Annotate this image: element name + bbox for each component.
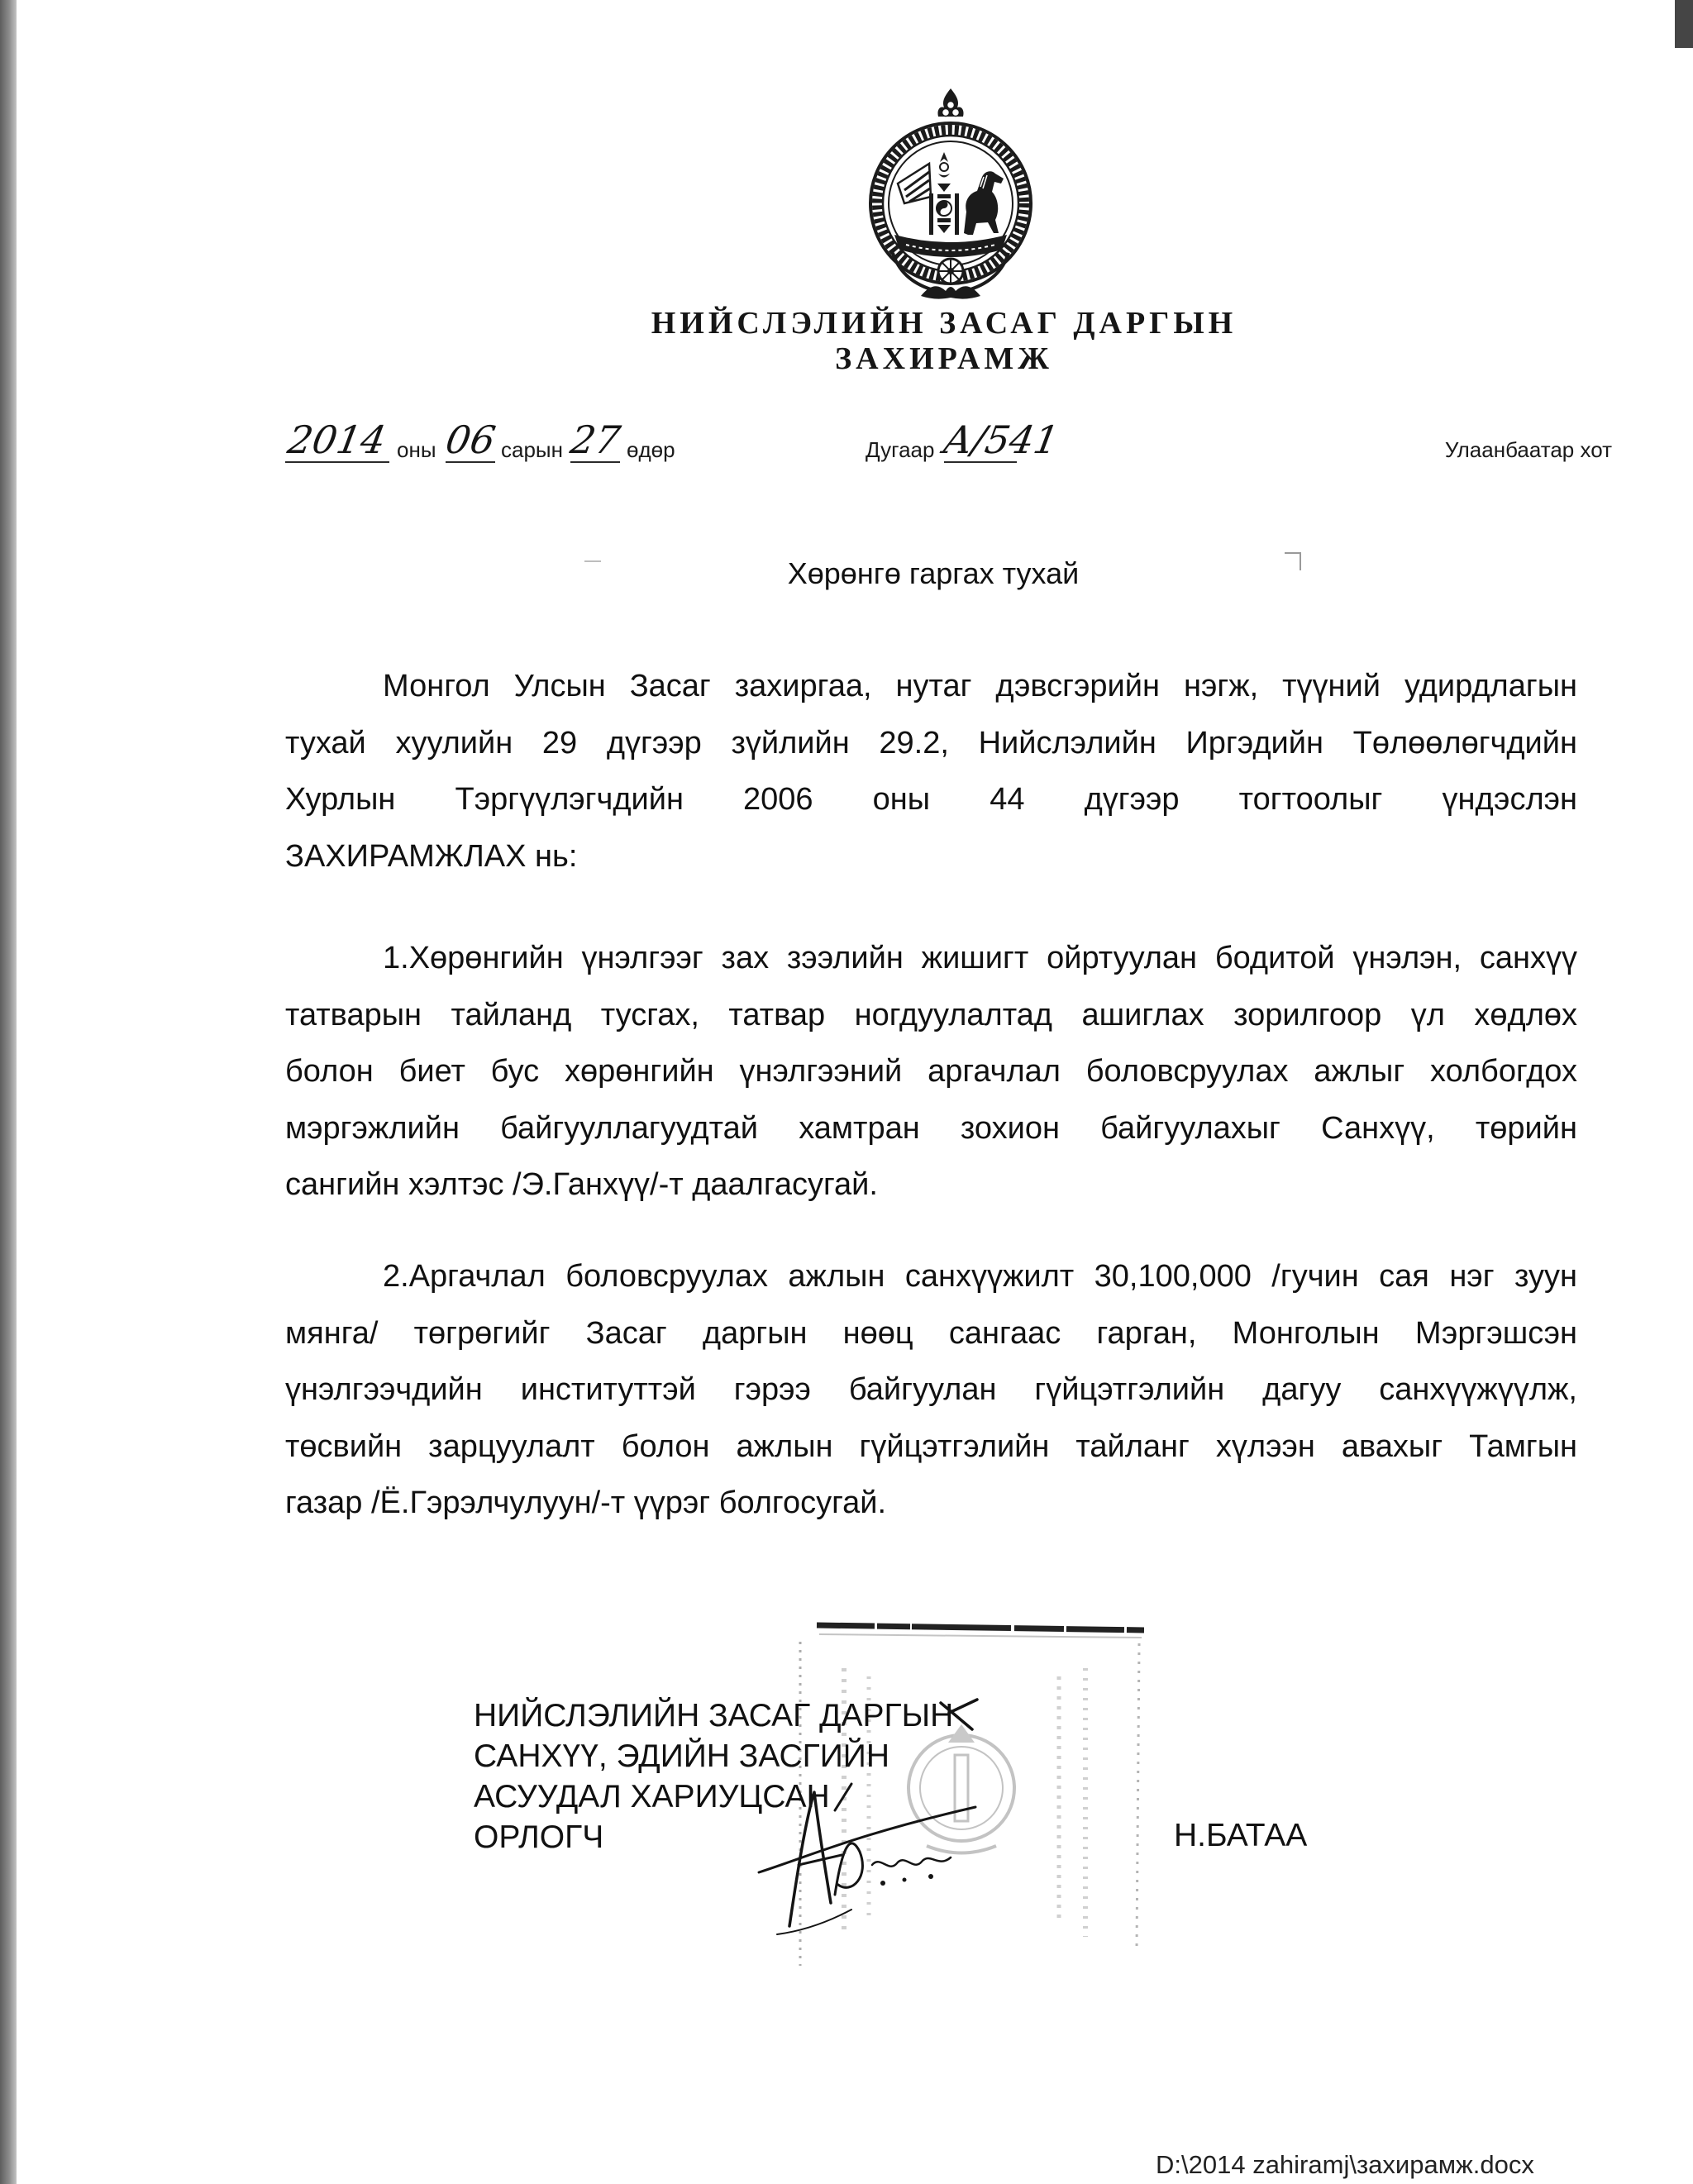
text-line: төсвийн зарцуулалт болон ажлын гүйцэтгэлийн тайланг хүлээн авахыг Тамгын: [285, 1428, 1577, 1464]
text-line: татварын тайланд тусгах, татвар ногдуулалтад ашиглах зорилгоор үл хөдлөх: [285, 997, 1577, 1032]
paragraph-item-2: [285, 1248, 1577, 1532]
document-type-title: ЗАХИРАМЖ: [835, 341, 1053, 376]
signatory-title-line: ОРЛОГЧ: [474, 1819, 604, 1855]
signatory-name: Н.БАТАА: [1174, 1818, 1308, 1853]
state-emblem-icon: [860, 88, 1042, 301]
file-path-footer: D:\2014 zahiramj\захирамж.docx: [1156, 2150, 1534, 2179]
scan-corner-mark: [1675, 0, 1693, 48]
dharma-wheel: [938, 259, 963, 284]
text-line: 2.Аргачлал боловсруулах ажлын санхүүжилт 30,100,000 /гучин сая нэг зуун: [383, 1259, 1577, 1294]
text-line: ЗАХИРАМЖЛАХ нь:: [285, 838, 578, 874]
handwritten-year: 2014: [284, 417, 390, 462]
scan-mark: [1285, 552, 1301, 570]
handwritten-number: А/541: [940, 417, 1062, 462]
day-label: өдөр: [627, 437, 675, 462]
paragraph-preamble: [285, 658, 1577, 885]
text-line: болон биет бус хөрөнгийн үнэлгээний аргачлал боловсруулах ажлыг холбогдох: [285, 1054, 1577, 1089]
signatory-title-line: САНХҮҮ, ЭДИЙН ЗАСГИЙН: [474, 1738, 889, 1774]
document-number-field: [940, 417, 1062, 463]
date-month-field: [441, 417, 499, 463]
lotus: [921, 286, 980, 298]
text-line: сангийн хэлтэс /Э.Ганхүү/-т даалгасугай.: [285, 1167, 878, 1202]
text-line: 1.Хөрөнгийн үнэлгээг зах зээлийн жишигт ойртуулан бодитой үнэлэн, санхүү: [383, 941, 1577, 975]
month-label: сарын: [501, 437, 563, 462]
handwritten-month: 06: [441, 417, 499, 462]
text-line: газар /Ё.Гэрэлчулуун/-т үүрэг болгосугай.: [285, 1485, 887, 1520]
place-label: Улаанбаатар хот: [1444, 437, 1612, 462]
scan-left-edge: [0, 0, 17, 2184]
text-line: үнэлгээчдийн институттэй гэрээ байгуулан гүйцэтгэлийн дагуу санхүүжүүлж,: [285, 1372, 1577, 1407]
text-line: мянга/ төгрөгийг Засаг даргын нөөц сангаас гарган, Монголын Мэргэшсэн: [285, 1315, 1577, 1351]
signatory-title-line: НИЙСЛЭЛИЙН ЗАСАГ ДАРГЫН: [474, 1698, 954, 1733]
scan-mark: [584, 560, 601, 562]
text-line: Монгол Улсын Засаг захиргаа, нутаг дэвсгэрийн нэгж, түүний удирдлагын: [383, 669, 1577, 703]
text-line: тухай хуулийн 29 дүгээр зүйлийн 29.2, Нийслэлийн Иргэдийн Төлөөлөгчдийн: [285, 725, 1577, 761]
date-day-field: [566, 417, 624, 463]
date-year-field: [285, 418, 389, 463]
paragraph-item-1: [285, 930, 1577, 1214]
text-line: Хурлын Тэргүүлэгчдийн 2006 оны 44 дүгээр тогтоолыг үндэслэн: [285, 782, 1577, 817]
number-label: Дугаар: [866, 437, 935, 462]
document-subject: Хөрөнгө гаргах тухай: [787, 556, 1080, 590]
issuer-title: НИЙСЛЭЛИЙН ЗАСАГ ДАРГЫН: [651, 306, 1238, 341]
chintamani-jewel: [937, 88, 963, 117]
handwritten-signature: [727, 1686, 1000, 1951]
signatory-title-line: АСУУДАЛ ХАРИУЦСАН: [474, 1779, 830, 1814]
text-line: мэргэжлийн байгууллагуудтай хамтран зохион байгуулахыг Санхүү, төрийн: [285, 1110, 1577, 1146]
handwritten-day: 27: [566, 417, 624, 462]
year-label: оны: [397, 437, 436, 462]
